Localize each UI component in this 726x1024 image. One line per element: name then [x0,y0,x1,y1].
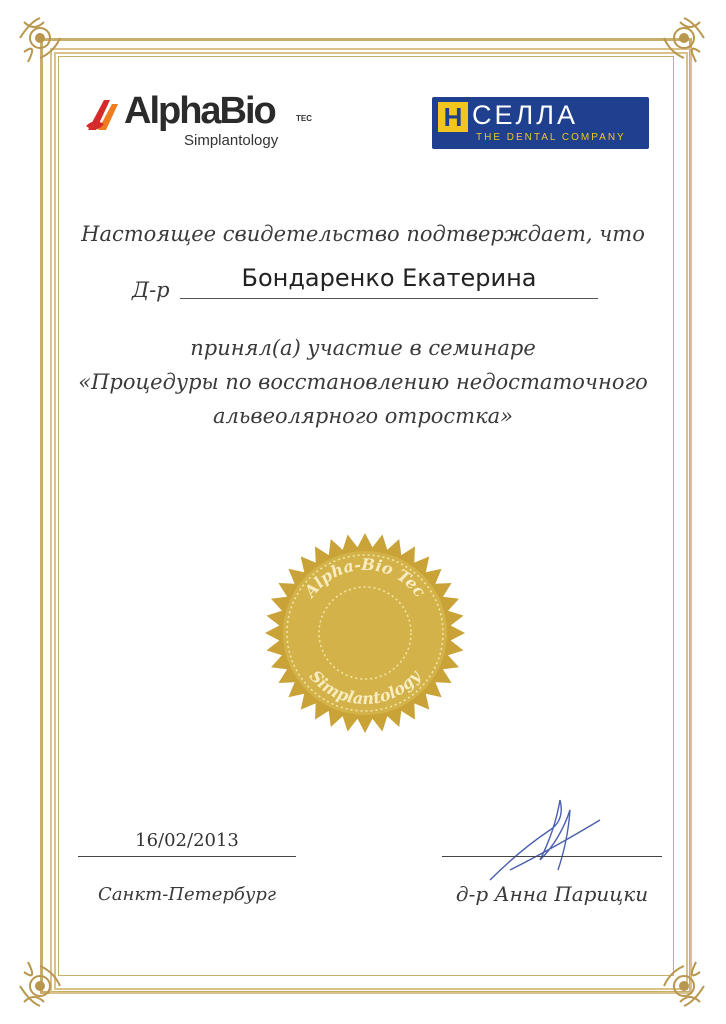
participation-text: принял(а) участие в семинаре [190,336,536,360]
signer-name: д-р Анна Парицки [455,882,649,906]
handwritten-signature [470,790,610,890]
doctor-label: Д-р [132,278,170,302]
alphabio-mark-icon [84,96,124,136]
cella-mark: H [438,102,468,132]
alphabio-logo [84,90,334,156]
signature-underline [442,856,662,857]
alphabio-name: AlphaBio [124,90,275,132]
corner-ornament-bottom-left [14,948,78,1012]
corner-ornament-top-right [646,12,710,76]
cella-brand: СЕЛЛА [472,100,578,130]
alphabio-subtitle: Simplantology [184,132,279,149]
issue-city: Санкт-Петербург [98,884,276,905]
corner-ornament-bottom-right [646,948,710,1012]
cella-logo [432,97,649,149]
certificate-intro: Настоящее свидетельство подтверждает, что [81,222,645,246]
corner-ornament-top-left [14,12,78,76]
cella-tagline: THE DENTAL COMPANY [476,132,626,143]
issue-date: 16/02/2013 [135,830,239,851]
date-underline [78,856,296,857]
seal-bottom-text: Simplantology [305,666,425,709]
seminar-title-line-2: альвеолярного отростка» [213,404,513,428]
recipient-name: Бондаренко Екатерина [241,264,537,292]
gold-seal [264,532,466,734]
recipient-underline [180,298,598,299]
seminar-title-line-1: «Процедуры по восстановлению недостаточного [78,370,648,394]
seal-top-text: Alpha-Bio Tec [300,554,430,601]
alphabio-tec: TEC [296,114,312,123]
